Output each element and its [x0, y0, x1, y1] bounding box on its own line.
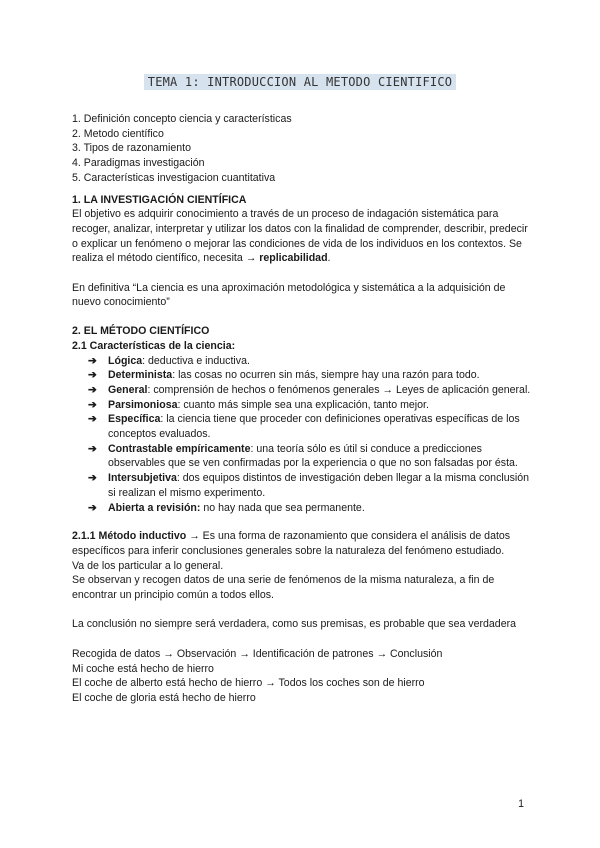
item-term: Determinista — [108, 369, 173, 382]
inductive-method-paragraph — [72, 529, 532, 558]
item-term: Contrastable empíricamente — [108, 442, 251, 455]
item-term: Intersubjetiva — [108, 472, 177, 485]
item-text: : deductiva e inductiva. — [142, 354, 250, 367]
page-title: TEMA 1: INTRODUCCION AL METODO CIENTIFICO — [144, 74, 456, 90]
paragraph-text: El objetivo es adquirir conocimiento a través de un proceso de indagación sistemática para recoger, analizar, interpretar y utilizar los datos con la finalidad de comprender, describir, predecir o explicar un fenómeno o mejorar las condiciones de vida de los individuos en los contextos. Se realiza el método científico, necesita → — [72, 208, 528, 265]
paragraph-end: . — [327, 252, 331, 265]
list-item — [88, 383, 532, 398]
arrow-icon: ➔ — [88, 413, 97, 426]
list-item — [88, 368, 532, 383]
list-item — [88, 442, 532, 471]
arrow-icon: ➔ — [88, 501, 97, 514]
list-item — [88, 412, 532, 441]
example-line: El coche de alberto está hecho de hierro → Todos los coches son de hierro — [72, 677, 425, 690]
list-item — [88, 501, 532, 516]
conclusion-paragraph: La conclusión no siempre será verdadera, como sus premisas, es probable que sea verdadera — [72, 618, 517, 631]
arrow-icon: ➔ — [88, 354, 97, 367]
item-term: Específica — [108, 413, 161, 426]
item-text: : las cosas no ocurren sin más, siempre hay una razón para todo. — [172, 369, 480, 382]
example-line: Mi coche está hecho de hierro — [72, 662, 214, 675]
table-of-contents — [72, 112, 532, 186]
item-term: Abierta a revisión: — [108, 501, 201, 514]
section-1-definition: En definitiva “La ciencia es una aproximación metodológica y sistemática a la adquisición de nuevo conocimiento” — [72, 281, 506, 309]
toc-item: 4. Paradigmas investigación — [72, 157, 205, 170]
inductive-line: Se observan y recogen datos de una serie de fenómenos de la misma naturaleza, a fin de encontrar un principio común a todos ellos. — [72, 574, 495, 602]
document-content — [72, 112, 532, 706]
subsection-2-1-heading: 2.1 Características de la ciencia: — [72, 339, 236, 352]
process-line: Recogida de datos → Observación → Identificación de patrones → Conclusión — [72, 647, 443, 660]
example-line: El coche de gloria está hecho de hierro — [72, 691, 256, 704]
inductive-method-term: 2.1.1 Método inductivo — [72, 530, 187, 543]
toc-item: 1. Definición concepto ciencia y características — [72, 113, 292, 125]
arrow-icon: ➔ — [88, 369, 97, 382]
toc-item: 3. Tipos de razonamiento — [72, 142, 191, 155]
section-1-paragraph — [72, 207, 532, 266]
inductive-method-text: → Es una forma de razonamiento que considera el análisis de datos específicos para inferir conclusiones generales sobre la naturaleza del fenómeno estudiado. — [72, 530, 511, 557]
item-term: Parsimoniosa — [108, 398, 178, 411]
arrow-icon: ➔ — [88, 398, 97, 411]
item-text: : dos equipos distintos de investigación deben llegar a la misma conclusión si realizan el mismo experimento. — [108, 472, 530, 499]
item-term: Lógica — [108, 354, 143, 367]
characteristics-list — [72, 354, 532, 516]
item-text: : una teoría sólo es útil si conduce a predicciones observables que se ven confirmadas por la experiencia o que no son falsadas por ésta. — [108, 442, 518, 470]
list-item — [88, 398, 532, 413]
inductive-line: Va de los particular a lo general. — [72, 559, 224, 572]
title-container — [0, 73, 600, 91]
toc-item: 5. Características investigacion cuantitativa — [72, 171, 276, 184]
item-text: : comprensión de hechos o fenómenos generales → Leyes de aplicación general. — [147, 383, 531, 396]
item-text: : cuanto más simple sea una explicación, tanto mejor. — [177, 398, 429, 411]
arrow-icon: ➔ — [88, 442, 97, 455]
item-text: : la ciencia tiene que proceder con definiciones operativas específicas de los conceptos evaluados. — [108, 413, 520, 441]
bold-term: replicabilidad — [259, 252, 328, 265]
page-number: 1 — [518, 798, 524, 810]
item-text: no hay nada que sea permanente. — [200, 501, 365, 514]
section-2-heading: 2. EL MÉTODO CIENTÍFICO — [72, 325, 210, 338]
arrow-icon: ➔ — [88, 472, 97, 485]
item-term: General — [108, 383, 148, 396]
list-item — [88, 471, 532, 500]
toc-item: 2. Metodo científico — [72, 127, 164, 140]
list-item — [88, 354, 532, 369]
section-1-heading: 1. LA INVESTIGACIÓN CIENTÍFICA — [72, 193, 247, 206]
arrow-icon: ➔ — [88, 383, 97, 396]
